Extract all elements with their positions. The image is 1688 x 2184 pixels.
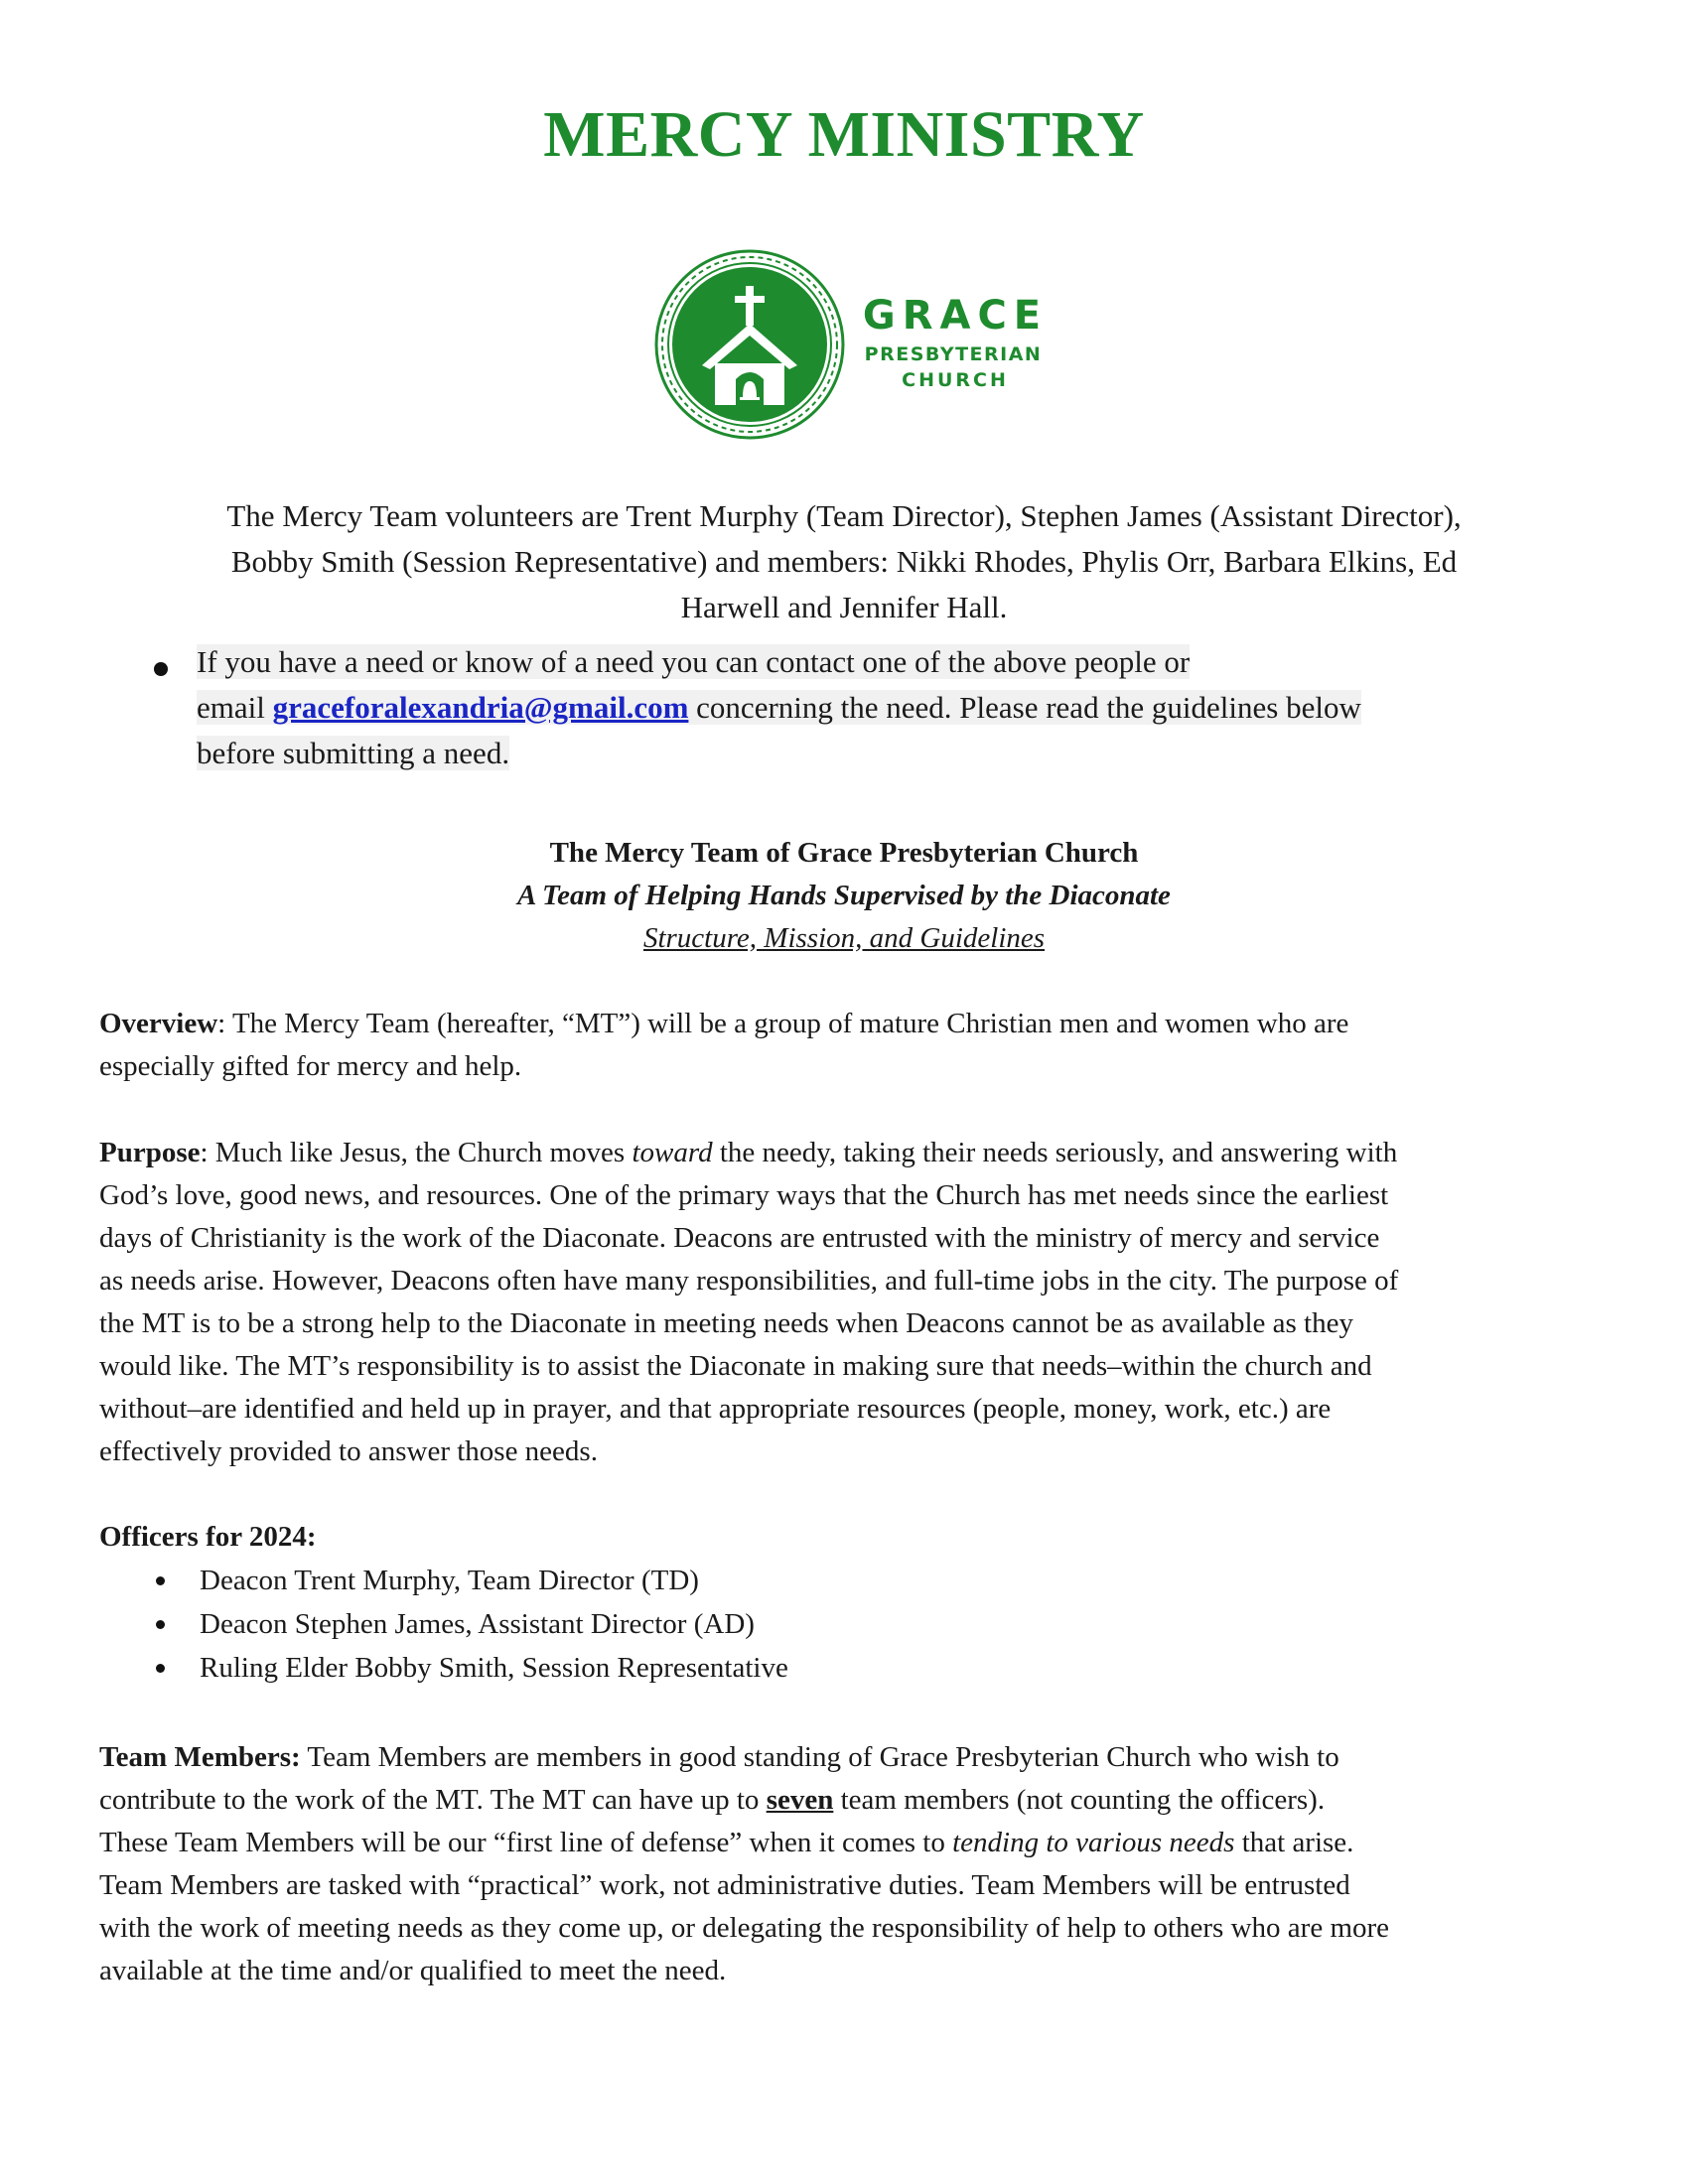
officers-label: Officers for 2024: [99,1521,317,1553]
bullet-icon [156,1664,165,1673]
team-members-paragraph [99,1736,1589,1992]
section-heading [0,832,1688,960]
logo-wordmark: GRACE [862,293,1049,339]
page-title: MERCY MINISTRY [543,98,1145,171]
officer-text: Deacon Stephen James, Assistant Director (AD) [200,1608,755,1640]
church-seal-icon [650,248,849,442]
officer-text: Deacon Trent Murphy, Team Director (TD) [200,1565,699,1596]
purpose-text: would like. The MT’s responsibility is to assist the Diaconate in making sure that needs–within the church and [99,1350,1372,1382]
contact-line: before submitting a need. [197,736,510,770]
bullet-icon [156,1576,165,1585]
bullet-icon [156,1620,165,1629]
purpose-emphasis: toward [632,1137,713,1168]
team-text: contribute to the work of the MT. The MT can have up to [99,1784,767,1816]
email-link[interactable]: graceforalexandria@gmail.com [272,690,689,725]
purpose-paragraph [99,1132,1589,1473]
team-text: Team Members are members in good standing of Grace Presbyterian Church who wish to [300,1741,1339,1773]
purpose-text: God’s love, good news, and resources. One of the primary ways that the Church has met needs since the earliest [99,1179,1389,1211]
team-text: Team Members are tasked with “practical” work, not administrative duties. Team Members will be entrusted [99,1869,1350,1901]
heading-tagline: Structure, Mission, and Guidelines [642,922,1046,954]
team-emphasis: seven [766,1784,834,1816]
team-text: team members (not counting the officers). [833,1784,1326,1816]
purpose-text: days of Christianity is the work of the Diaconate. Deacons are entrusted with the ministry of mercy and service [99,1222,1380,1254]
purpose-text: without–are identified and held up in prayer, and that appropriate resources (people, money, work, etc.) are [99,1393,1332,1425]
purpose-text: the needy, taking their needs seriously, and answering with [712,1137,1398,1168]
overview-text: : The Mercy Team (hereafter, “MT”) will be a group of mature Christian men and women who are [217,1008,1349,1039]
purpose-text: : Much like Jesus, the Church moves [200,1137,633,1168]
bullet-icon [154,662,168,676]
team-text: with the work of meeting needs as they come up, or delegating the responsibility of help to others who are more [99,1912,1390,1944]
church-logo [650,248,1057,442]
list-item [99,1559,1489,1602]
intro-line: Harwell and Jennifer Hall. [680,590,1008,624]
contact-prefix: email [197,690,273,725]
volunteers-intro [109,493,1579,630]
contact-bullet [197,639,1557,776]
heading-subtitle: A Team of Helping Hands Supervised by the Diaconate [517,880,1171,911]
purpose-text: as needs arise. However, Deacons often have many responsibilities, and full-time jobs in the city. The purpose of [99,1265,1399,1297]
team-emphasis: tending to various needs [952,1827,1235,1858]
team-text: that arise. [1234,1827,1354,1858]
intro-line: The Mercy Team volunteers are Trent Murphy (Team Director), Stephen James (Assistant Director), [226,498,1462,533]
officers-section [99,1515,1489,1690]
purpose-text: effectively provided to answer those needs. [99,1435,598,1467]
team-label: Team Members: [99,1741,301,1773]
contact-suffix: concerning the need. Please read the guidelines below [688,690,1361,725]
officer-text: Ruling Elder Bobby Smith, Session Representative [200,1652,788,1684]
purpose-label: Purpose [99,1137,201,1168]
logo-subtitle-church: CHURCH [902,369,1009,391]
intro-line: Bobby Smith (Session Representative) and members: Nikki Rhodes, Phylis Orr, Barbara Elkins, Ed [230,544,1458,579]
overview-text: especially gifted for mercy and help. [99,1050,522,1082]
heading-title: The Mercy Team of Grace Presbyterian Church [549,837,1139,869]
contact-line: If you have a need or know of a need you can contact one of the above people or [197,644,1191,679]
list-item [99,1602,1489,1646]
purpose-text: the MT is to be a strong help to the Diaconate in meeting needs when Deacons cannot be as available as they [99,1307,1353,1339]
overview-label: Overview [99,1008,218,1039]
list-item [99,1646,1489,1690]
team-text: These Team Members will be our “first line of defense” when it comes to [99,1827,953,1858]
team-text: available at the time and/or qualified to meet the need. [99,1955,727,1986]
overview-paragraph [99,1003,1589,1088]
logo-subtitle-presbyterian: PRESBYTERIAN [864,343,1043,365]
